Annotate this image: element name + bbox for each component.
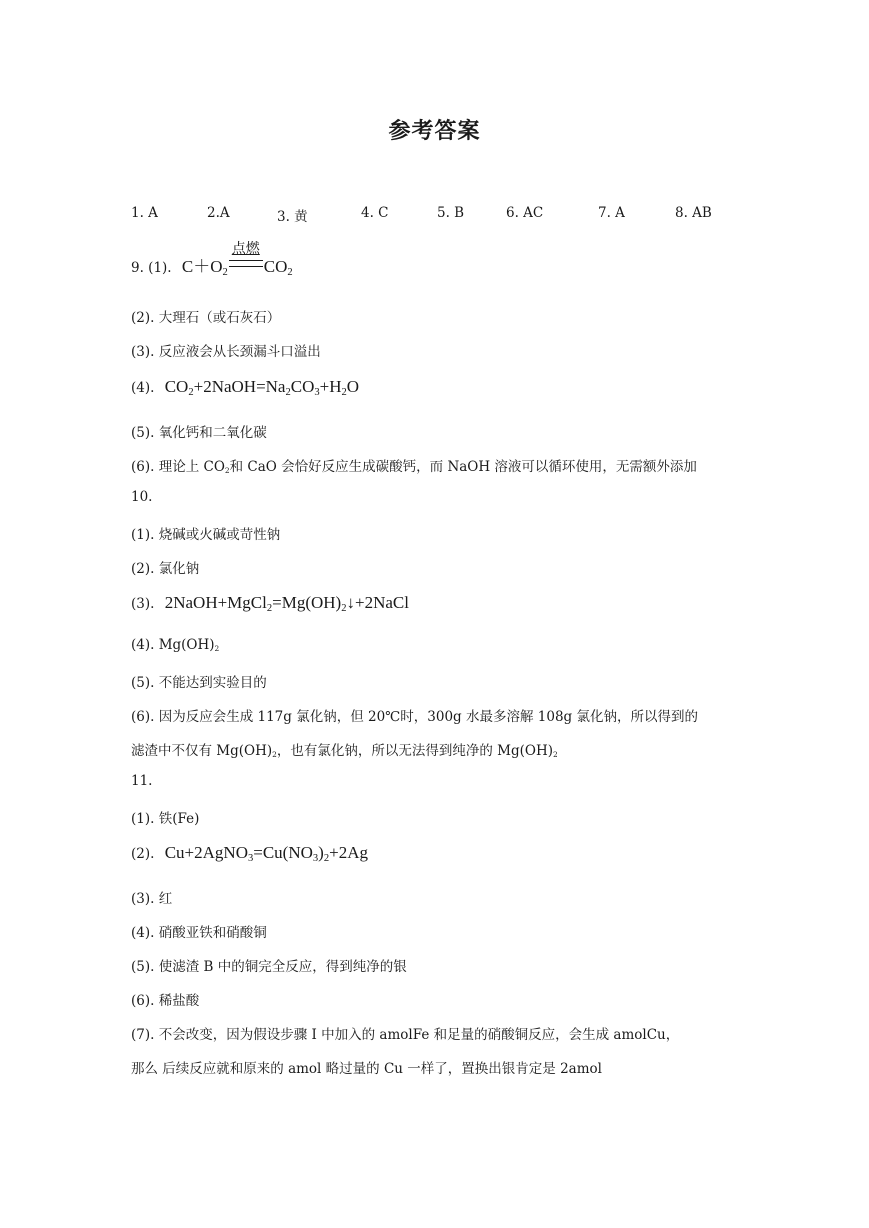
- q9-part3: (3). 反应液会从长颈漏斗口溢出: [131, 344, 321, 360]
- subscript: 3: [312, 852, 319, 864]
- q11-part6: (6). 稀盐酸: [131, 993, 200, 1009]
- formula-text: 2NaOH+MgCl: [164, 593, 267, 612]
- mcq-answer-7: 7. A: [598, 205, 625, 221]
- q11-number: 11.: [131, 773, 153, 789]
- q9-part5: (5). 氧化钙和二氧化碳: [131, 425, 267, 441]
- text-segment: (4). Mg(OH): [131, 637, 215, 653]
- formula-text: CO: [290, 377, 315, 396]
- formula-text: ): [318, 843, 324, 862]
- q9-label: 9. (1).: [131, 260, 172, 276]
- q9-part6: [131, 455, 697, 475]
- q9-part4: [131, 377, 359, 397]
- formula-text: +H: [319, 377, 342, 396]
- subscript: 2: [323, 852, 330, 864]
- q10-part1: (1). 烧碱或火碱或苛性钠: [131, 527, 281, 543]
- subscript: 3: [247, 852, 254, 864]
- q10-part4: [131, 637, 219, 653]
- condition-label: 点燃: [231, 242, 260, 257]
- subscript: 2: [341, 602, 347, 614]
- q9-part2: (2). 大理石（或石灰石）: [131, 310, 281, 326]
- part-label: (4).: [131, 380, 155, 396]
- equation-reactants: C＋O: [181, 257, 223, 276]
- subscript: 2: [287, 266, 293, 278]
- mcq-answer-1: 1. A: [131, 205, 158, 221]
- formula-text: =Mg(OH): [272, 593, 342, 612]
- mcq-answer-6: 6. AC: [506, 205, 544, 221]
- subscript: 3: [314, 386, 320, 398]
- reaction-condition: [229, 242, 263, 274]
- equation-product: CO: [263, 257, 288, 276]
- subscript: 2: [188, 386, 194, 398]
- subscript: 2: [553, 750, 558, 760]
- q10-number: 10.: [131, 489, 153, 505]
- q11-part7-line2: 那么 后续反应就和原来的 amol 略过量的 Cu 一样了，置换出银肯定是 2amol: [131, 1061, 602, 1077]
- part-label: (2).: [131, 846, 155, 862]
- text-segment: ，也有氯化钠，所以无法得到纯净的 Mg(OH): [276, 743, 553, 759]
- mcq-answers-row: [131, 205, 751, 223]
- mcq-answer-2: 2.A: [207, 205, 230, 221]
- formula-text: +2Ag: [329, 843, 368, 862]
- text-segment: 和 CaO 会恰好反应生成碳酸钙，而 NaOH 溶液可以循环使用，无需额外添加: [229, 459, 697, 475]
- formula-text: O: [346, 377, 360, 396]
- q10-part3: [131, 593, 409, 613]
- page-title: 参考答案: [388, 118, 481, 144]
- subscript: 2: [272, 750, 277, 760]
- q11-part3: (3). 红: [131, 891, 173, 907]
- q11-part2: [131, 843, 368, 863]
- q11-part4: (4). 硝酸亚铁和硝酸铜: [131, 925, 267, 941]
- q9-equation: [181, 242, 293, 278]
- subscript: 2: [214, 644, 220, 654]
- formula-text: =Cu(NO: [253, 843, 313, 862]
- q10-part6-line2: [131, 739, 558, 759]
- text-segment: 滤渣中不仅有 Mg(OH): [131, 743, 273, 759]
- formula-text: +2NaOH=Na: [193, 377, 286, 396]
- q10-part2: (2). 氯化钠: [131, 561, 200, 577]
- subscript: 2: [222, 266, 228, 278]
- text-segment: (6). 理论上 CO: [131, 459, 225, 475]
- q9-part1: [131, 242, 293, 278]
- equals-sign: [229, 260, 263, 267]
- part-label: (3).: [131, 596, 155, 612]
- subscript: 2: [266, 602, 273, 614]
- q10-part5: (5). 不能达到实验目的: [131, 675, 267, 691]
- mcq-answer-3: 3. 黄: [277, 209, 308, 225]
- q11-part2-equation: [165, 843, 368, 862]
- q11-part1: (1). 铁(Fe): [131, 811, 200, 827]
- q10-part3-equation: [165, 593, 409, 612]
- q9-part4-equation: [165, 377, 359, 396]
- q10-part6-line1: (6). 因为反应会生成 117g 氯化钠，但 20℃时，300g 水最多溶解 108g 氯化钠，所以得到的: [131, 709, 698, 725]
- subscript: 2: [341, 386, 347, 398]
- q11-part7-line1: (7). 不会改变，因为假设步骤 I 中加入的 amolFe 和足量的硝酸铜反应，会生成 amolCu，: [131, 1027, 680, 1043]
- formula-text: Cu+2AgNO: [164, 843, 248, 862]
- formula-text: CO: [164, 377, 189, 396]
- mcq-answer-8: 8. AB: [675, 205, 712, 221]
- mcq-answer-5: 5. B: [437, 205, 465, 221]
- subscript: 2: [285, 386, 291, 398]
- formula-text: ↓+2NaCl: [346, 593, 409, 612]
- subscript: 2: [224, 466, 230, 476]
- q11-part5: (5). 使滤渣 B 中的铜完全反应，得到纯净的银: [131, 959, 407, 975]
- mcq-answer-4: 4. C: [361, 205, 389, 221]
